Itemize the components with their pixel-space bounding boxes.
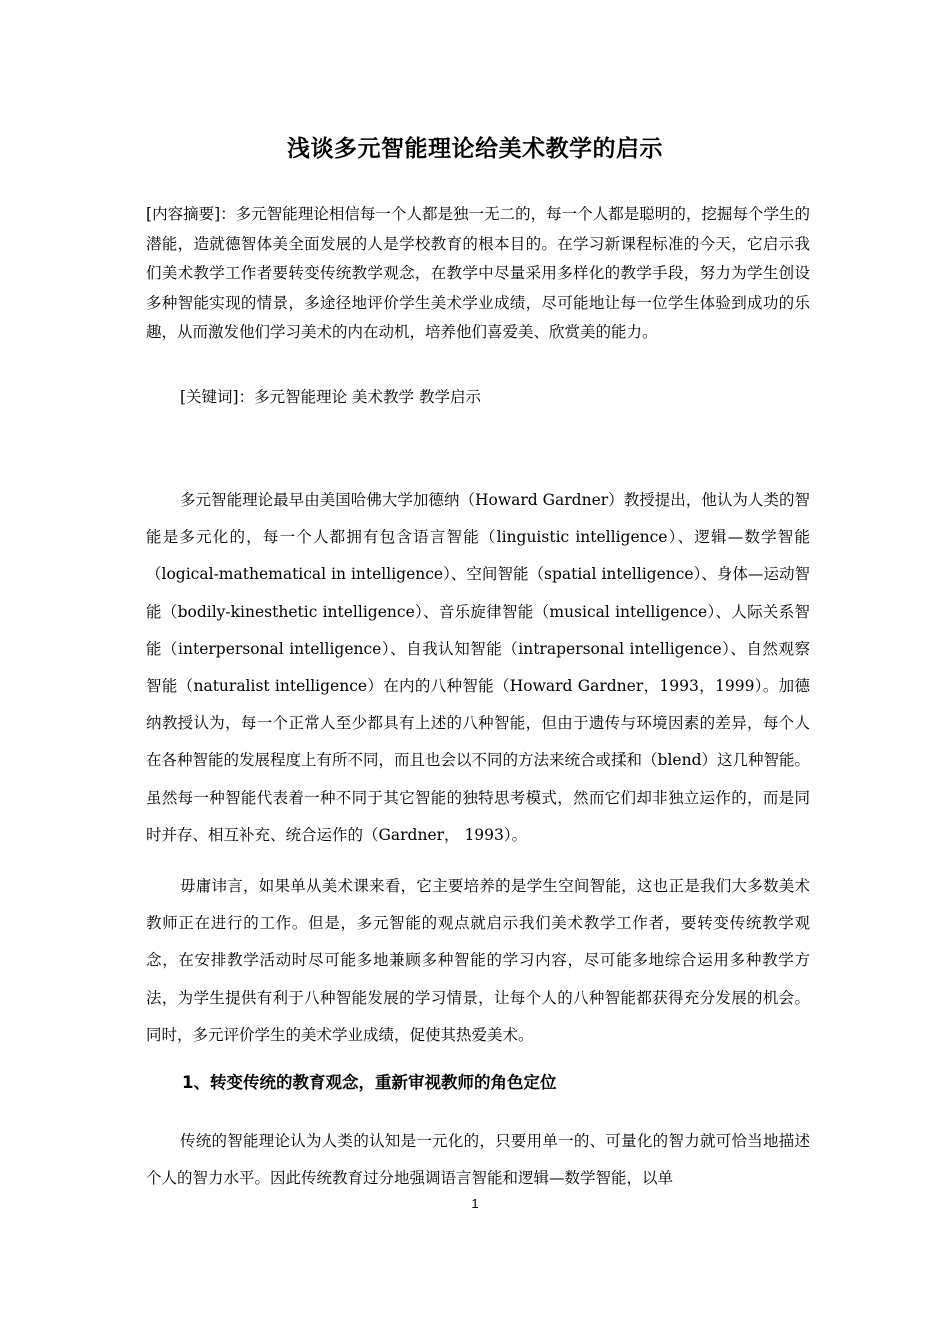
body-paragraph-2: 毋庸讳言，如果单从美术课来看，它主要培养的是学生空间智能，这也正是我们大多数美术教师正在进行的工作。但是，多元智能的观点就启示我们美术教学工作者，要转变传统教学观念，在安排教学活动时尽可能多地兼顾多种智能的学习内容，尽可能多地综合运用多种教学方法，为学生提供有利于八种智能发展的学习情景，让每个人的八种智能都获得充分发展的机会。同时，多元评价学生的美术学业成绩，促使其热爱美术。 (146, 877, 810, 1044)
abstract-paragraph: [内容摘要]：多元智能理论相信每一个人都是独一无二的，每一个人都是聪明的，挖掘每个学生的潜能，造就德智体美全面发展的人是学校教育的根本目的。在学习新课程标准的今天，它启示我们美术教学工作者要转变传统教学观念，在教学中尽量采用多样化的教学手段，努力为学生创设多种智能实现的情景，多途径地评价学生美术学业成绩，尽可能地让每一位学生体验到成功的乐趣，从而激发他们学习美术的内在动机，培养他们喜爱美、欣赏美的能力。 (146, 205, 810, 341)
body-paragraph-3: 传统的智能理论认为人类的认知是一元化的，只要用单一的、可量化的智力就可恰当地描述个人的智力水平。因此传统教育过分地强调语言智能和逻辑—数学智能，以单 (146, 1132, 810, 1188)
page-number: 1 (471, 1196, 479, 1211)
section-heading-1: 1、转变传统的教育观念，重新审视教师的角色定位 (182, 1073, 557, 1092)
document-title: 浅谈多元智能理论给美术教学的启示 (287, 136, 663, 162)
keywords-line: [关键词]：多元智能理论 美术教学 教学启示 (180, 388, 481, 406)
body-paragraph-1: 多元智能理论最早由美国哈佛大学加德纳（Howard Gardner）教授提出，他认为人类的智能是多元化的，每一个人都拥有包含语言智能（linguistic intelligence）、逻辑—数学智能（logical-mathematical in intelligence）、空间智能（spatial intelligence）、身体—运动智能（bodily-kinesthetic intelligence）、音乐旋律智能（musical intelligence）、人际关系智能（interpersonal intelligence）、自我认知智能（intrapersonal intelligence）、自然观察智能（naturalist intelligence）在内的八种智能（Howard Gardner，1993，1999）。加德纳教授认为，每一个正常人至少都具有上述的八种智能，但由于遗传与环境因素的差异，每个人在各种智能的发展程度上有所不同，而且也会以不同的方法来统合或揉和（blend）这几种智能。虽然每一种智能代表着一种不同于其它智能的独特思考模式，然而它们却非独立运作的，而是同时并存、相互补充、统合运作的（Gardner， 1993）。 (146, 491, 810, 844)
